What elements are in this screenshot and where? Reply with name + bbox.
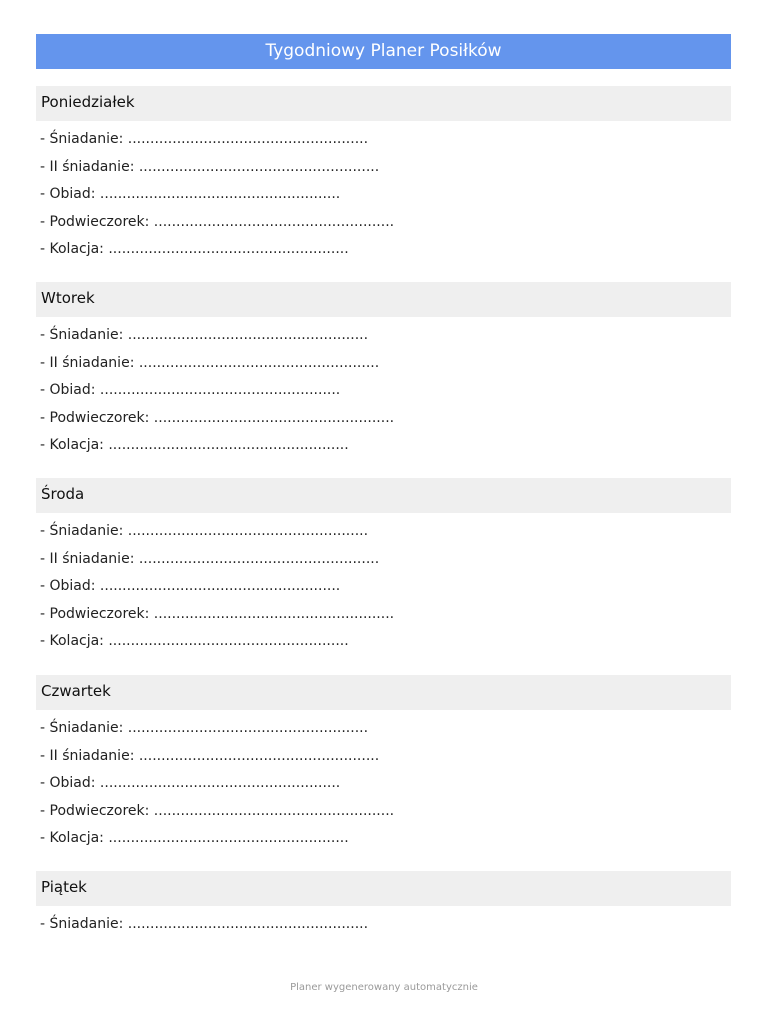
page-title: Tygodniowy Planer Posiłków — [36, 34, 731, 69]
day-heading: Poniedziałek — [36, 86, 731, 121]
meal-line-breakfast: - Śniadanie: ...................................................... — [40, 131, 369, 147]
day-heading: Wtorek — [36, 282, 731, 317]
meal-line-afternoon-snack: - Podwieczorek: ...................................................... — [40, 802, 395, 819]
day-section-monday — [36, 86, 731, 267]
meal-line-lunch: - Obiad: ...................................................... — [40, 186, 341, 203]
day-heading: Piątek — [36, 871, 731, 906]
meal-line-second-breakfast: - II śniadanie: ...................................................... — [40, 747, 380, 764]
meal-line-second-breakfast: - II śniadanie: ...................................................... — [40, 550, 380, 567]
meal-list — [36, 718, 731, 856]
day-heading: Środa — [36, 478, 731, 513]
meal-line-breakfast: - Śniadanie: ...................................................... — [40, 720, 369, 736]
day-section-tuesday — [36, 282, 731, 463]
meal-list — [36, 129, 731, 267]
meal-line-breakfast: - Śniadanie: ...................................................... — [40, 523, 369, 539]
meal-line-second-breakfast: - II śniadanie: ...................................................... — [40, 158, 380, 175]
meal-line-dinner: - Kolacja: ...................................................... — [40, 437, 349, 454]
day-heading: Czwartek — [36, 675, 731, 710]
meal-line-dinner: - Kolacja: ...................................................... — [40, 830, 349, 847]
meal-line-dinner: - Kolacja: ...................................................... — [40, 241, 349, 258]
meal-line-breakfast: - Śniadanie: ...................................................... — [40, 327, 369, 343]
meal-line-lunch: - Obiad: ...................................................... — [40, 775, 341, 792]
day-section-friday — [36, 871, 731, 942]
meal-line-dinner: - Kolacja: ...................................................... — [40, 633, 349, 650]
meal-line-afternoon-snack: - Podwieczorek: ...................................................... — [40, 213, 395, 230]
meal-line-afternoon-snack: - Podwieczorek: ...................................................... — [40, 605, 395, 622]
footer-note: Planer wygenerowany automatycznie — [290, 982, 478, 993]
meal-list — [36, 325, 731, 463]
meal-line-lunch: - Obiad: ...................................................... — [40, 578, 341, 595]
day-section-wednesday — [36, 478, 731, 659]
meal-line-lunch: - Obiad: ...................................................... — [40, 382, 341, 399]
day-section-thursday — [36, 675, 731, 856]
meal-line-afternoon-snack: - Podwieczorek: ...................................................... — [40, 409, 395, 426]
meal-list — [36, 914, 731, 942]
meal-list — [36, 521, 731, 659]
meal-line-second-breakfast: - II śniadanie: ...................................................... — [40, 354, 380, 371]
meal-line-breakfast: - Śniadanie: ...................................................... — [40, 916, 369, 932]
